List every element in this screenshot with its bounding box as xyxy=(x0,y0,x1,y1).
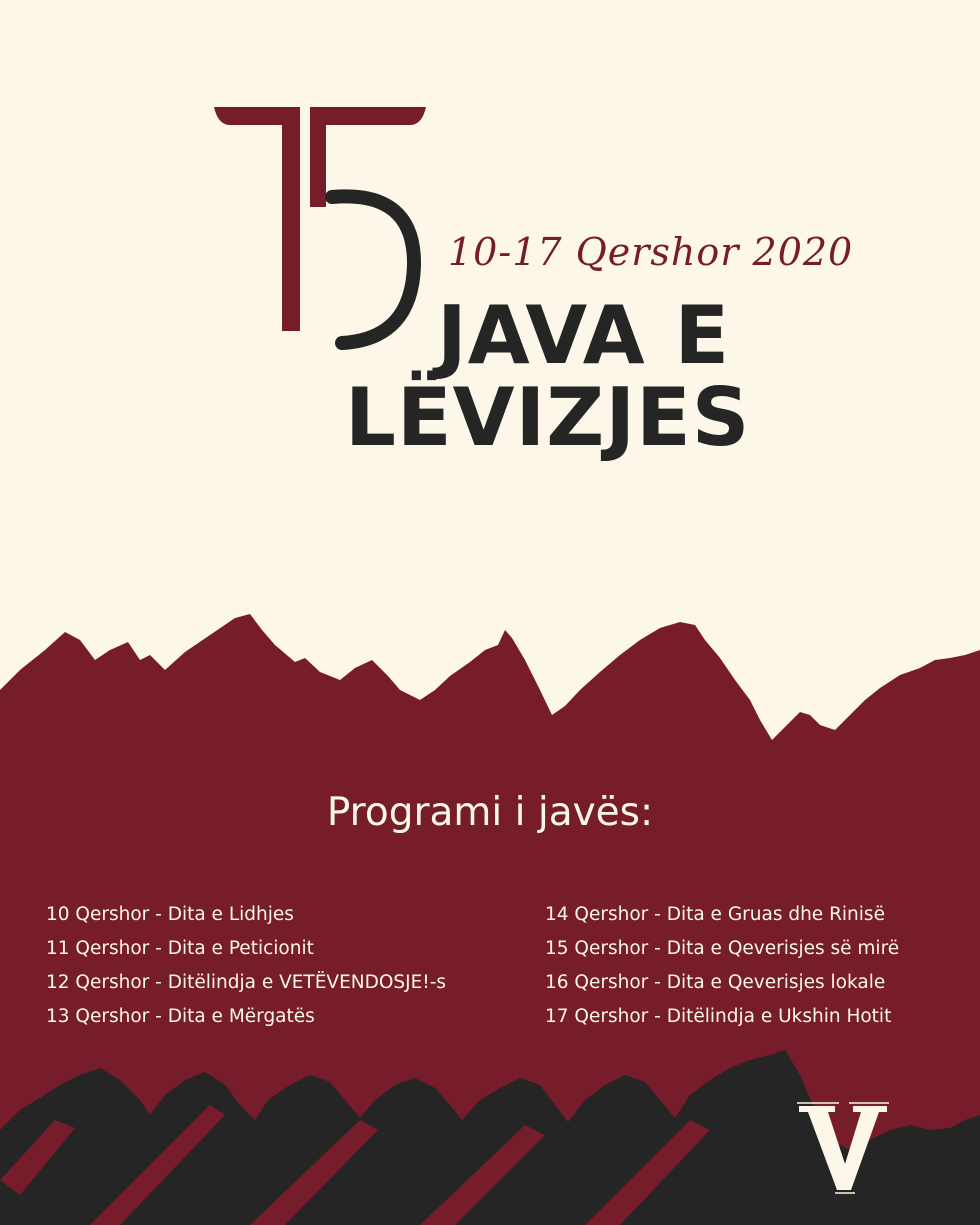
event-date: 10-17 Qershor 2020 xyxy=(448,230,854,274)
schedule-list-right xyxy=(545,898,899,1034)
v-letter-logo-icon xyxy=(795,1100,890,1195)
title-line-2: LËVIZJES xyxy=(345,371,751,464)
schedule-item: 15 Qershor - Dita e Qeverisjes së mirë xyxy=(545,938,900,959)
program-heading: Programi i javës: xyxy=(326,790,654,835)
schedule-item: 10 Qershor - Dita e Lidhjes xyxy=(46,904,294,925)
schedule-list-left xyxy=(46,898,446,1034)
schedule-item: 13 Qershor - Dita e Mërgatës xyxy=(46,1006,315,1027)
schedule-item: 11 Qershor - Dita e Peticionit xyxy=(46,938,314,959)
schedule-item: 14 Qershor - Dita e Gruas dhe Rinisë xyxy=(545,904,885,925)
schedule-item: 17 Qershor - Ditëlindja e Ukshin Hotit xyxy=(545,1006,892,1027)
page-title xyxy=(345,289,865,464)
schedule-item: 16 Qershor - Dita e Qeverisjes lokale xyxy=(545,972,886,993)
title-line-1: JAVA E xyxy=(437,289,731,382)
schedule-item: 12 Qershor - Ditëlindja e VETËVENDOSJE!-s xyxy=(46,972,447,993)
